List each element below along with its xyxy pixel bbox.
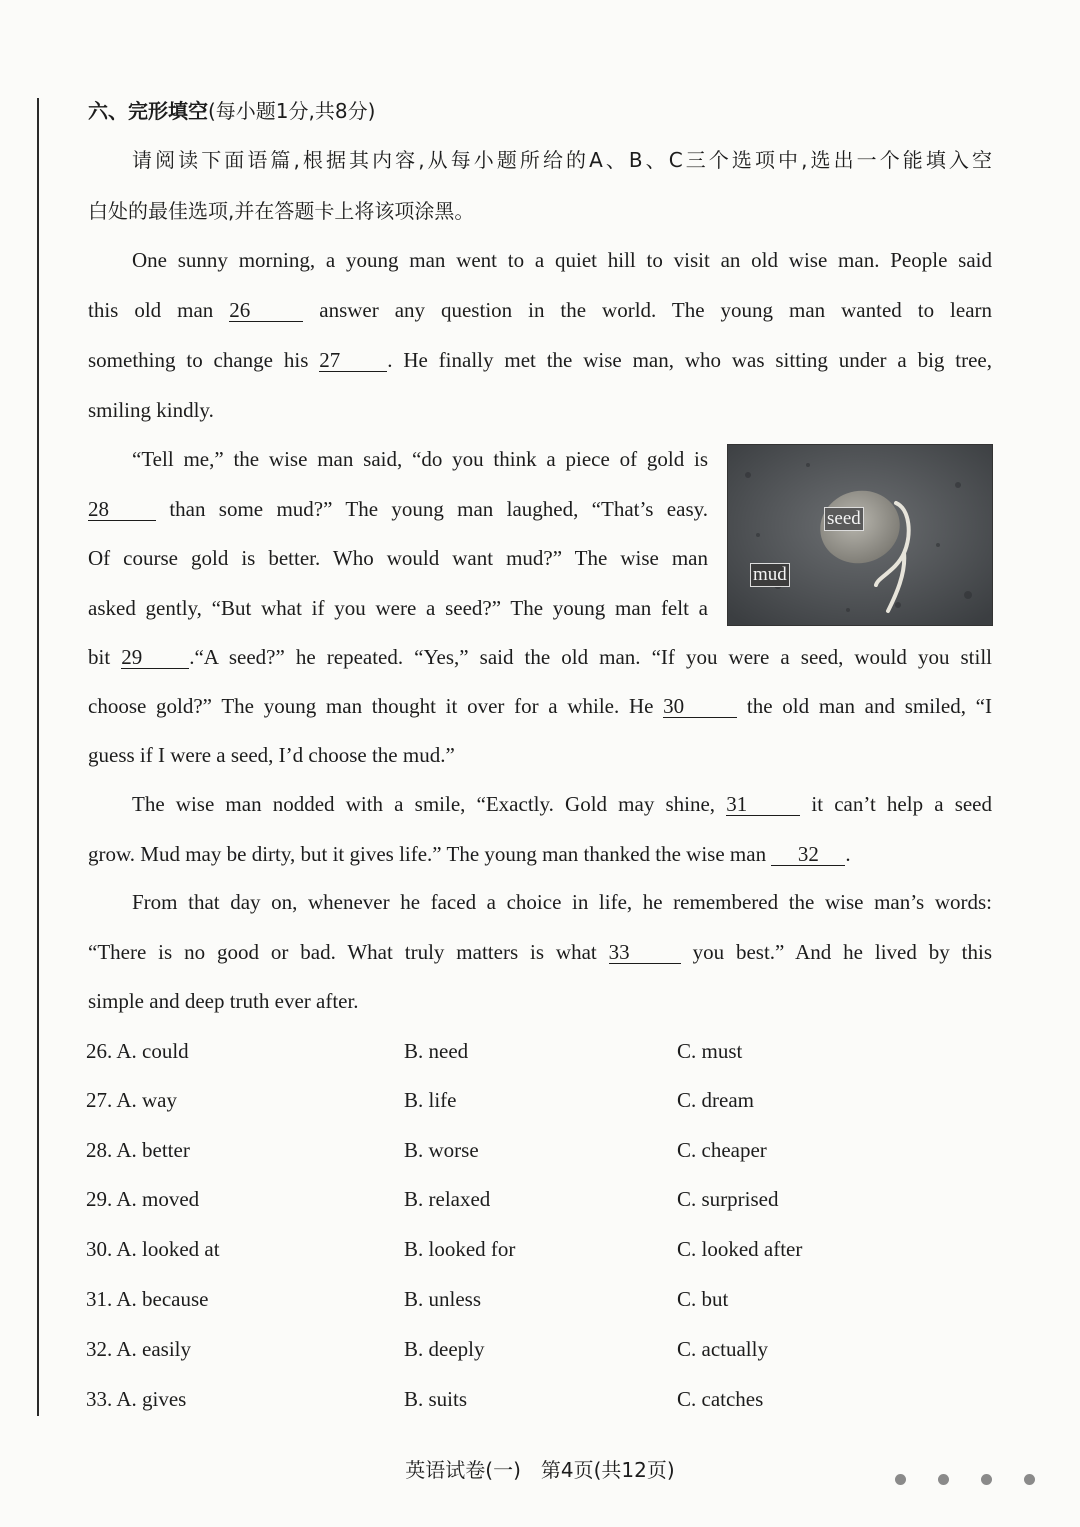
passage-text: the old man and smiled, “I: [746, 694, 992, 718]
margin-rule: [37, 98, 39, 1416]
option-26-b: B. need: [404, 1039, 469, 1063]
passage-p4-line-2: [88, 938, 992, 966]
option-28-b: B. worse: [404, 1138, 479, 1162]
blank-29: 29: [121, 646, 189, 669]
passage-text: .: [845, 842, 851, 866]
section-heading: [88, 97, 992, 125]
blank-26: 26: [229, 299, 303, 322]
option-29-a: 29. A. moved: [86, 1187, 200, 1211]
option-33-c: C. catches: [677, 1387, 764, 1411]
passage-text: it can’t help a seed: [811, 792, 993, 816]
option-28-c: C. cheaper: [677, 1138, 767, 1162]
passage-p3-line-2: [88, 840, 992, 868]
passage-text: .“A seed?” he repeated. “Yes,” said the old man. “If you were a seed, would you still: [189, 645, 993, 669]
passage-text: choose gold?” The young man thought it over for a while. He: [88, 694, 654, 718]
passage-text: you best.” And he lived by this: [692, 940, 993, 964]
passage-p1-line-3: [88, 346, 992, 374]
passage-text: answer any question in the world. The young man wanted to learn: [319, 298, 993, 322]
option-27-c: C. dream: [677, 1088, 754, 1112]
blank-30: 30: [663, 695, 737, 718]
option-30-c: C. looked after: [677, 1237, 803, 1261]
page-number: 第4页(共12页): [540, 1458, 675, 1482]
option-31-b: B. unless: [404, 1287, 482, 1311]
passage-text: than some mud?” The young man laughed, “That’s easy.: [169, 497, 709, 521]
mud-label: mud: [750, 563, 790, 587]
blank-31: 31: [726, 793, 800, 816]
passage-p2-line-4: asked gently, “But what if you were a seed?” The young man felt a: [88, 596, 708, 620]
section-scoring: (每小题1分,共8分): [208, 99, 376, 123]
blank-33: 33: [609, 941, 681, 964]
seed-label: seed: [824, 507, 864, 531]
passage-p1-line-2: [88, 296, 992, 324]
passage-p2-line-3: Of course gold is better. Who would want mud?” The wise man: [88, 546, 708, 570]
instructions-line-1: 请阅读下面语篇,根据其内容,从每小题所给的A、B、C三个选项中,选出一个能填入空: [132, 148, 992, 172]
passage-text: this old man: [88, 298, 214, 322]
option-30-b: B. looked for: [404, 1237, 516, 1261]
section-title: 六、完形填空: [88, 99, 208, 123]
passage-p2-line-5: [88, 643, 992, 671]
passage-text: The wise man nodded with a smile, “Exactly. Gold may shine,: [132, 792, 716, 816]
option-29-b: B. relaxed: [404, 1187, 491, 1211]
option-27-a: 27. A. way: [86, 1088, 177, 1112]
seed-mud-photo: [727, 444, 993, 626]
passage-p1-line-4: smiling kindly.: [88, 398, 214, 422]
option-32-b: B. deeply: [404, 1337, 485, 1361]
passage-p3-line-1: [88, 790, 992, 818]
passage-p2-line-1: “Tell me,” the wise man said, “do you think a piece of gold is: [132, 447, 708, 471]
passage-p4-line-3: simple and deep truth ever after.: [88, 989, 359, 1013]
passage-p2-line-7: guess if I were a seed, I’d choose the mud.”: [88, 743, 455, 767]
page-footer: [0, 1454, 1080, 1483]
blank-27: 27: [319, 349, 387, 372]
passage-text: bit: [88, 645, 111, 669]
option-31-c: C. but: [677, 1287, 729, 1311]
paper-title: 英语试卷(一): [405, 1458, 521, 1482]
passage-text: grow. Mud may be dirty, but it gives life.” The young man thanked the wise man: [88, 842, 767, 866]
passage-p2-line-6: [88, 692, 992, 720]
passage-p1-line-1: One sunny morning, a young man went to a quiet hill to visit an old wise man. People said: [132, 248, 992, 272]
option-27-b: B. life: [404, 1088, 457, 1112]
passage-p4-line-1: From that day on, whenever he faced a choice in life, he remembered the wise man’s words:: [132, 890, 992, 914]
blank-28: 28: [88, 498, 156, 521]
passage-p2-line-2: [88, 495, 708, 523]
passage-text: . He finally met the wise man, who was sitting under a big tree,: [387, 348, 992, 372]
option-26-c: C. must: [677, 1039, 743, 1063]
option-29-c: C. surprised: [677, 1187, 779, 1211]
option-28-a: 28. A. better: [86, 1138, 190, 1162]
option-26-a: 26. A. could: [86, 1039, 189, 1063]
option-30-a: 30. A. looked at: [86, 1237, 220, 1261]
instructions-line-2: 白处的最佳选项,并在答题卡上将该项涂黑。: [88, 199, 475, 223]
option-33-a: 33. A. gives: [86, 1387, 187, 1411]
option-33-b: B. suits: [404, 1387, 468, 1411]
passage-text: “There is no good or bad. What truly matters is what: [88, 940, 597, 964]
passage-text: something to change his: [88, 348, 309, 372]
option-32-a: 32. A. easily: [86, 1337, 191, 1361]
blank-32: 32: [771, 843, 845, 866]
option-31-a: 31. A. because: [86, 1287, 209, 1311]
option-32-c: C. actually: [677, 1337, 768, 1361]
